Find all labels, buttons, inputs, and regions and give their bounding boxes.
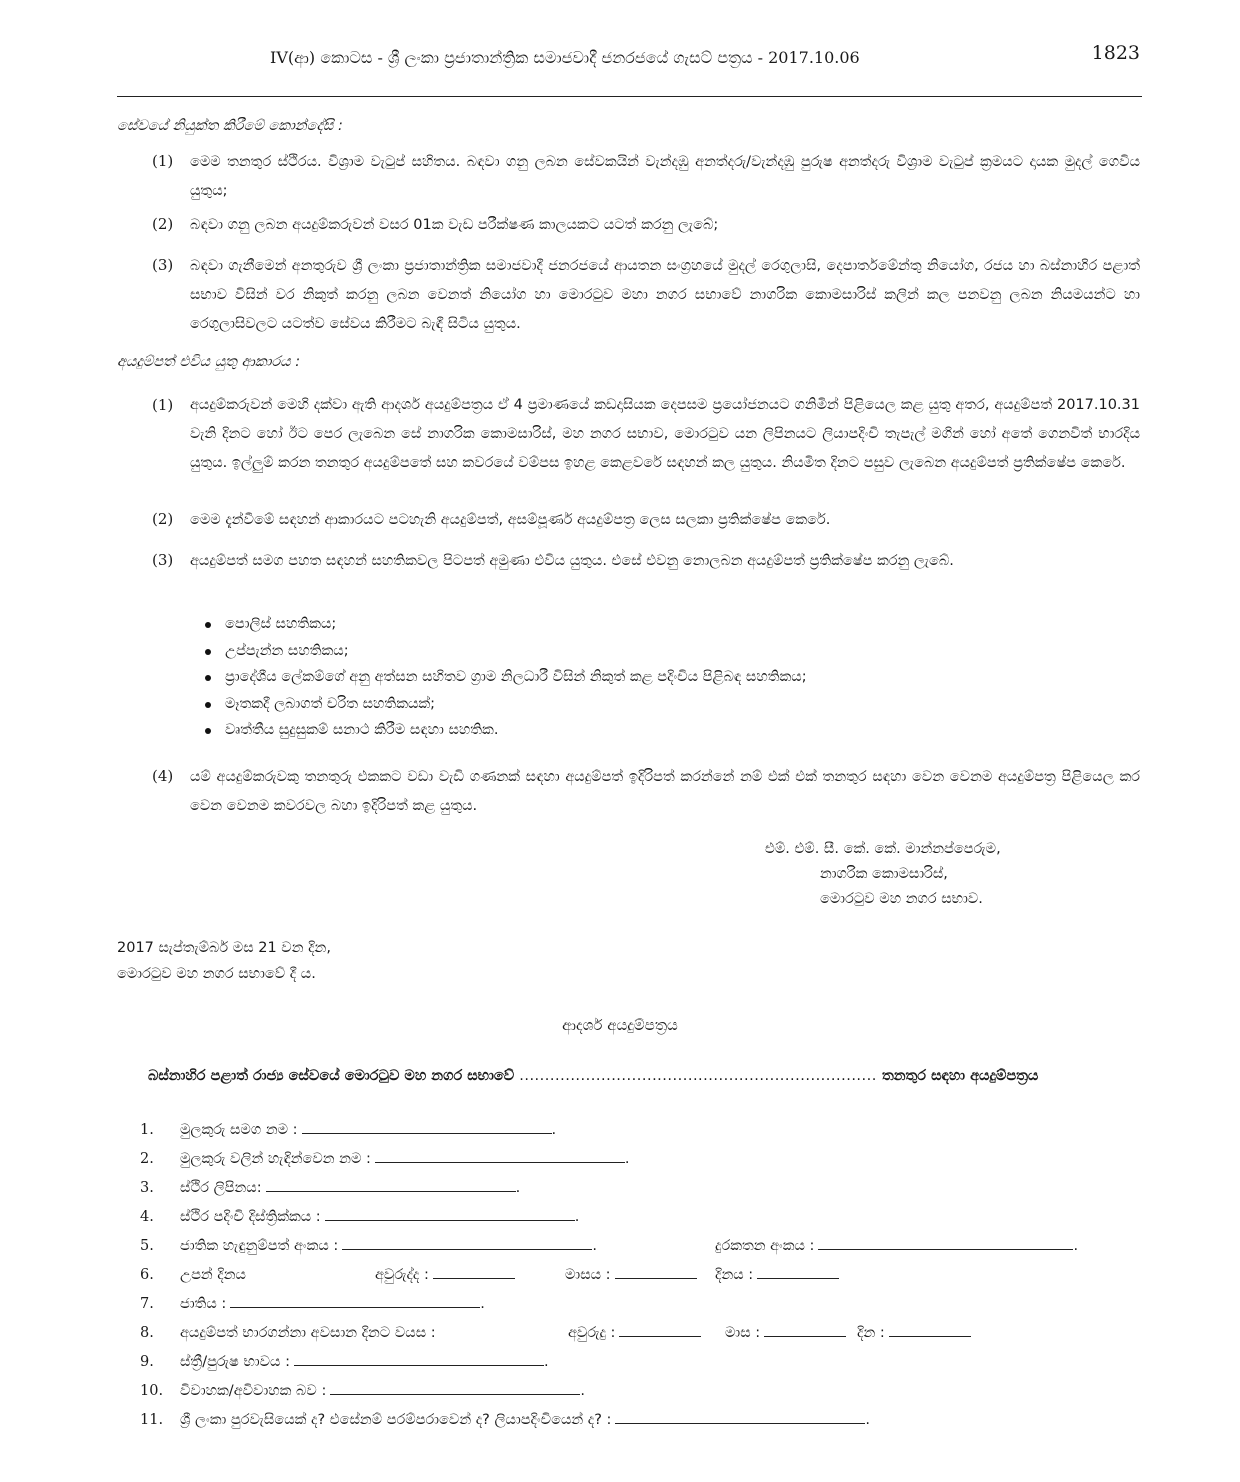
nic-input-line[interactable]: [342, 1249, 592, 1250]
marital-status-input-line[interactable]: [330, 1394, 580, 1395]
citizenship-input-line[interactable]: [615, 1423, 865, 1424]
form-field-nic: 5. ජාතික හැඳුනුම්පත් අංකය : . දුරකතන අංකය : .: [140, 1238, 1079, 1254]
age-days-input-line[interactable]: [889, 1336, 971, 1337]
nationality-input-line[interactable]: [230, 1307, 480, 1308]
list-item: ප්‍රාදේශීය ලේකම්ගේ අනු අත්සන සහිතව ග්‍රාම නිලධාරී විසින් නිකුත් කළ පදිංචිය පිළිබඳ සහතිකය;: [205, 664, 807, 691]
item-text: අයදුම්පත් සමග පහත සඳහන් සහතිකවල පිටපත් අමුණා එවිය යුතුය. එසේ එවනු නොලබන අයදුම්පත් ප්‍රතික්ෂේප කරනු ලැබේ.: [190, 553, 954, 569]
signatory-title: නාගරික කොමසාරිස්,: [820, 866, 948, 882]
form-field-age: 8. අයදුම්පත් භාරගන්නා අවසාන දිනට වයස : අවුරුදු : මාස : දින :: [140, 1325, 1120, 1347]
submission-heading: අයදුම්පත් එවිය යුතු ආකාරය :: [117, 354, 301, 370]
form-title: ආදර්ශ අයදුම්පත්‍රය: [562, 1016, 678, 1034]
page-number: 1823: [1091, 42, 1140, 64]
dob-month-input-line[interactable]: [615, 1278, 697, 1279]
certificate-list: [205, 611, 807, 744]
list-item: පොලිස් සහතිකය;: [205, 611, 807, 638]
gender-input-line[interactable]: [294, 1365, 544, 1366]
issue-place: මොරටුව මහ නගර සභාවේ දී ය.: [117, 966, 316, 982]
list-item: වෘත්තීය සුදුසුකම් සනාථ කිරීම සඳහා සහතික.: [205, 717, 807, 744]
bullet-icon: [205, 702, 211, 708]
bullet-icon: [205, 622, 211, 628]
name-input-line[interactable]: [302, 1133, 552, 1134]
list-item: මෑතකදී ලබාගත් චරිත සහතිකයක්;: [205, 691, 807, 718]
item-number: (3): [152, 551, 174, 569]
address-input-line[interactable]: [266, 1191, 516, 1192]
item-text: මෙම දැන්වීමේ සඳහන් ආකාරයට පටහැනි අයදුම්පත්, අසම්පූර්ණ අයදුම්පත්‍ර ලෙස සලකා ප්‍රතික්ෂේප කෙරේ.: [190, 512, 831, 528]
signatory-name: එම්. එම්. සී. කේ. කේ. මාන්නප්පෙරුම,: [765, 841, 1001, 857]
dob-year-input-line[interactable]: [433, 1278, 515, 1279]
age-months-input-line[interactable]: [764, 1336, 846, 1337]
item-text: බඳවා ගනු ලබන අයදුම්කරුවන් වසර 01ක වැඩ පරීක්ෂණ කාලයකට යටත් කරනු ලැබේ;: [190, 217, 719, 233]
bullet-icon: [205, 728, 211, 734]
bullet-icon: [205, 675, 211, 681]
header-divider: [117, 96, 1142, 97]
item-text: බඳවා ගැනීමෙන් අනතුරුව ශ්‍රී ලංකා ප්‍රජාතාන්ත්‍රික සමාජවාදී ජනරජයේ ආයතන සංග්‍රහයේ මුදල් රෙගුලාසි, දෙපාර්තමේන්තු නියෝග, රජය හා බස්නාහිර පළාත් සභාව විසින් වර නිකුත් කරනු ලබන වෙනත් නියෝග හා මොරටුව මහා නගර සභාවේ නාගරික කොමසාරිස් කලින් කල පනවනු ලබන නියමයන්ට හා රෙගුලාසිවලට යටත්ව සේවය කිරීමට බැඳී සිටිය යුතුය.: [190, 258, 1140, 332]
form-field-dob: 6. උපන් දිනය අවුරුද්ද : මාසය : දිනය :: [140, 1267, 1120, 1289]
bullet-icon: [205, 649, 211, 655]
item-number: (1): [152, 152, 174, 170]
form-subtitle: බස්නාහිර පළාත් රාජ්‍ය සේවයේ මොරටුව මහ නගර සභාවේ ...................................................................... තනතුර සඳහා අයදුම්පත්‍රය: [148, 1068, 1039, 1084]
list-item: උප්පැන්න සහතිකය;: [205, 638, 807, 665]
signatory-organization: මොරටුව මහ නගර සභාව.: [820, 891, 983, 907]
district-input-line[interactable]: [325, 1220, 575, 1221]
conditions-heading: සේවයේ නියුක්ත කිරීමේ කොන්දේසි :: [117, 118, 343, 134]
gazette-header-title: IV(ආ) කොටස - ශ්‍රී ලංකා ප්‍රජාතාන්ත්‍රික සමාජවාදී ජනරජයේ ගැසට් පත්‍රය - 2017.10.06: [270, 48, 860, 67]
item-text: අයදුම්කරුවන් මෙහි දක්වා ඇති ආදර්ශ අයදුම්පත්‍රය ඒ 4 ප්‍රමාණයේ කඩදාසියක දෙපසම ප්‍රයෝජනයට ගනිමින් පිළියෙල කළ යුතු අතර, අයදුම්පත් 2017.10.31 වැනි දිනට හෝ ඊට පෙර ලැබෙන සේ නාගරික කොමසාරිස්, මහ නගර සභාව, මොරටුව යන ලිපිනයට ලියාපදිංචි තැපැල් මගින් හෝ අතේ ගෙනවිත් භාරදිය යුතුය. ඉල්ලුම් කරන තනතුර අයදුම්පතේ සහ කවරයේ වම්පස ඉහළ කෙළවරේ සඳහන් කල යුතුය. නියමිත දිනට පසුව ලැබෙන අයදුම්පත් ප්‍රතික්ෂේප කෙරේ.: [190, 397, 1140, 471]
known-name-input-line[interactable]: [375, 1162, 625, 1163]
item-number: (2): [152, 215, 174, 233]
issue-date: 2017 සැප්තැම්බර් මස 21 වන දින,: [117, 940, 331, 956]
item-number: (4): [152, 767, 174, 785]
item-text: යම් අයදුම්කරුවකු තනතුරු එකකට වඩා වැඩි ගණනක් සඳහා අයදුම්පත් ඉදිරිපත් කරන්නේ නම් එක් එක් තනතුර සඳහා වෙන වෙනම අයදුම්පත්‍ර පිළියෙල කර වෙන වෙනම කවරවල බහා ඉදිරිපත් කළ යුතුය.: [190, 769, 1140, 814]
age-years-input-line[interactable]: [619, 1336, 701, 1337]
item-number: (1): [152, 396, 174, 414]
item-number: (3): [152, 256, 174, 274]
phone-input-line[interactable]: [818, 1249, 1073, 1250]
item-text: මෙම තනතුර ස්ථිරය. විශ්‍රාම වැටුප් සහිතය. බඳවා ගනු ලබන සේවකයින් වැන්දඹු අනත්දරු/වැන්දඹු පුරුෂ අනත්දරු විශ්‍රාම වැටුප් ක්‍රමයට දායක මුදල් ගෙවිය යුතුය;: [190, 154, 1140, 199]
dob-day-input-line[interactable]: [757, 1278, 839, 1279]
item-number: (2): [152, 510, 174, 528]
